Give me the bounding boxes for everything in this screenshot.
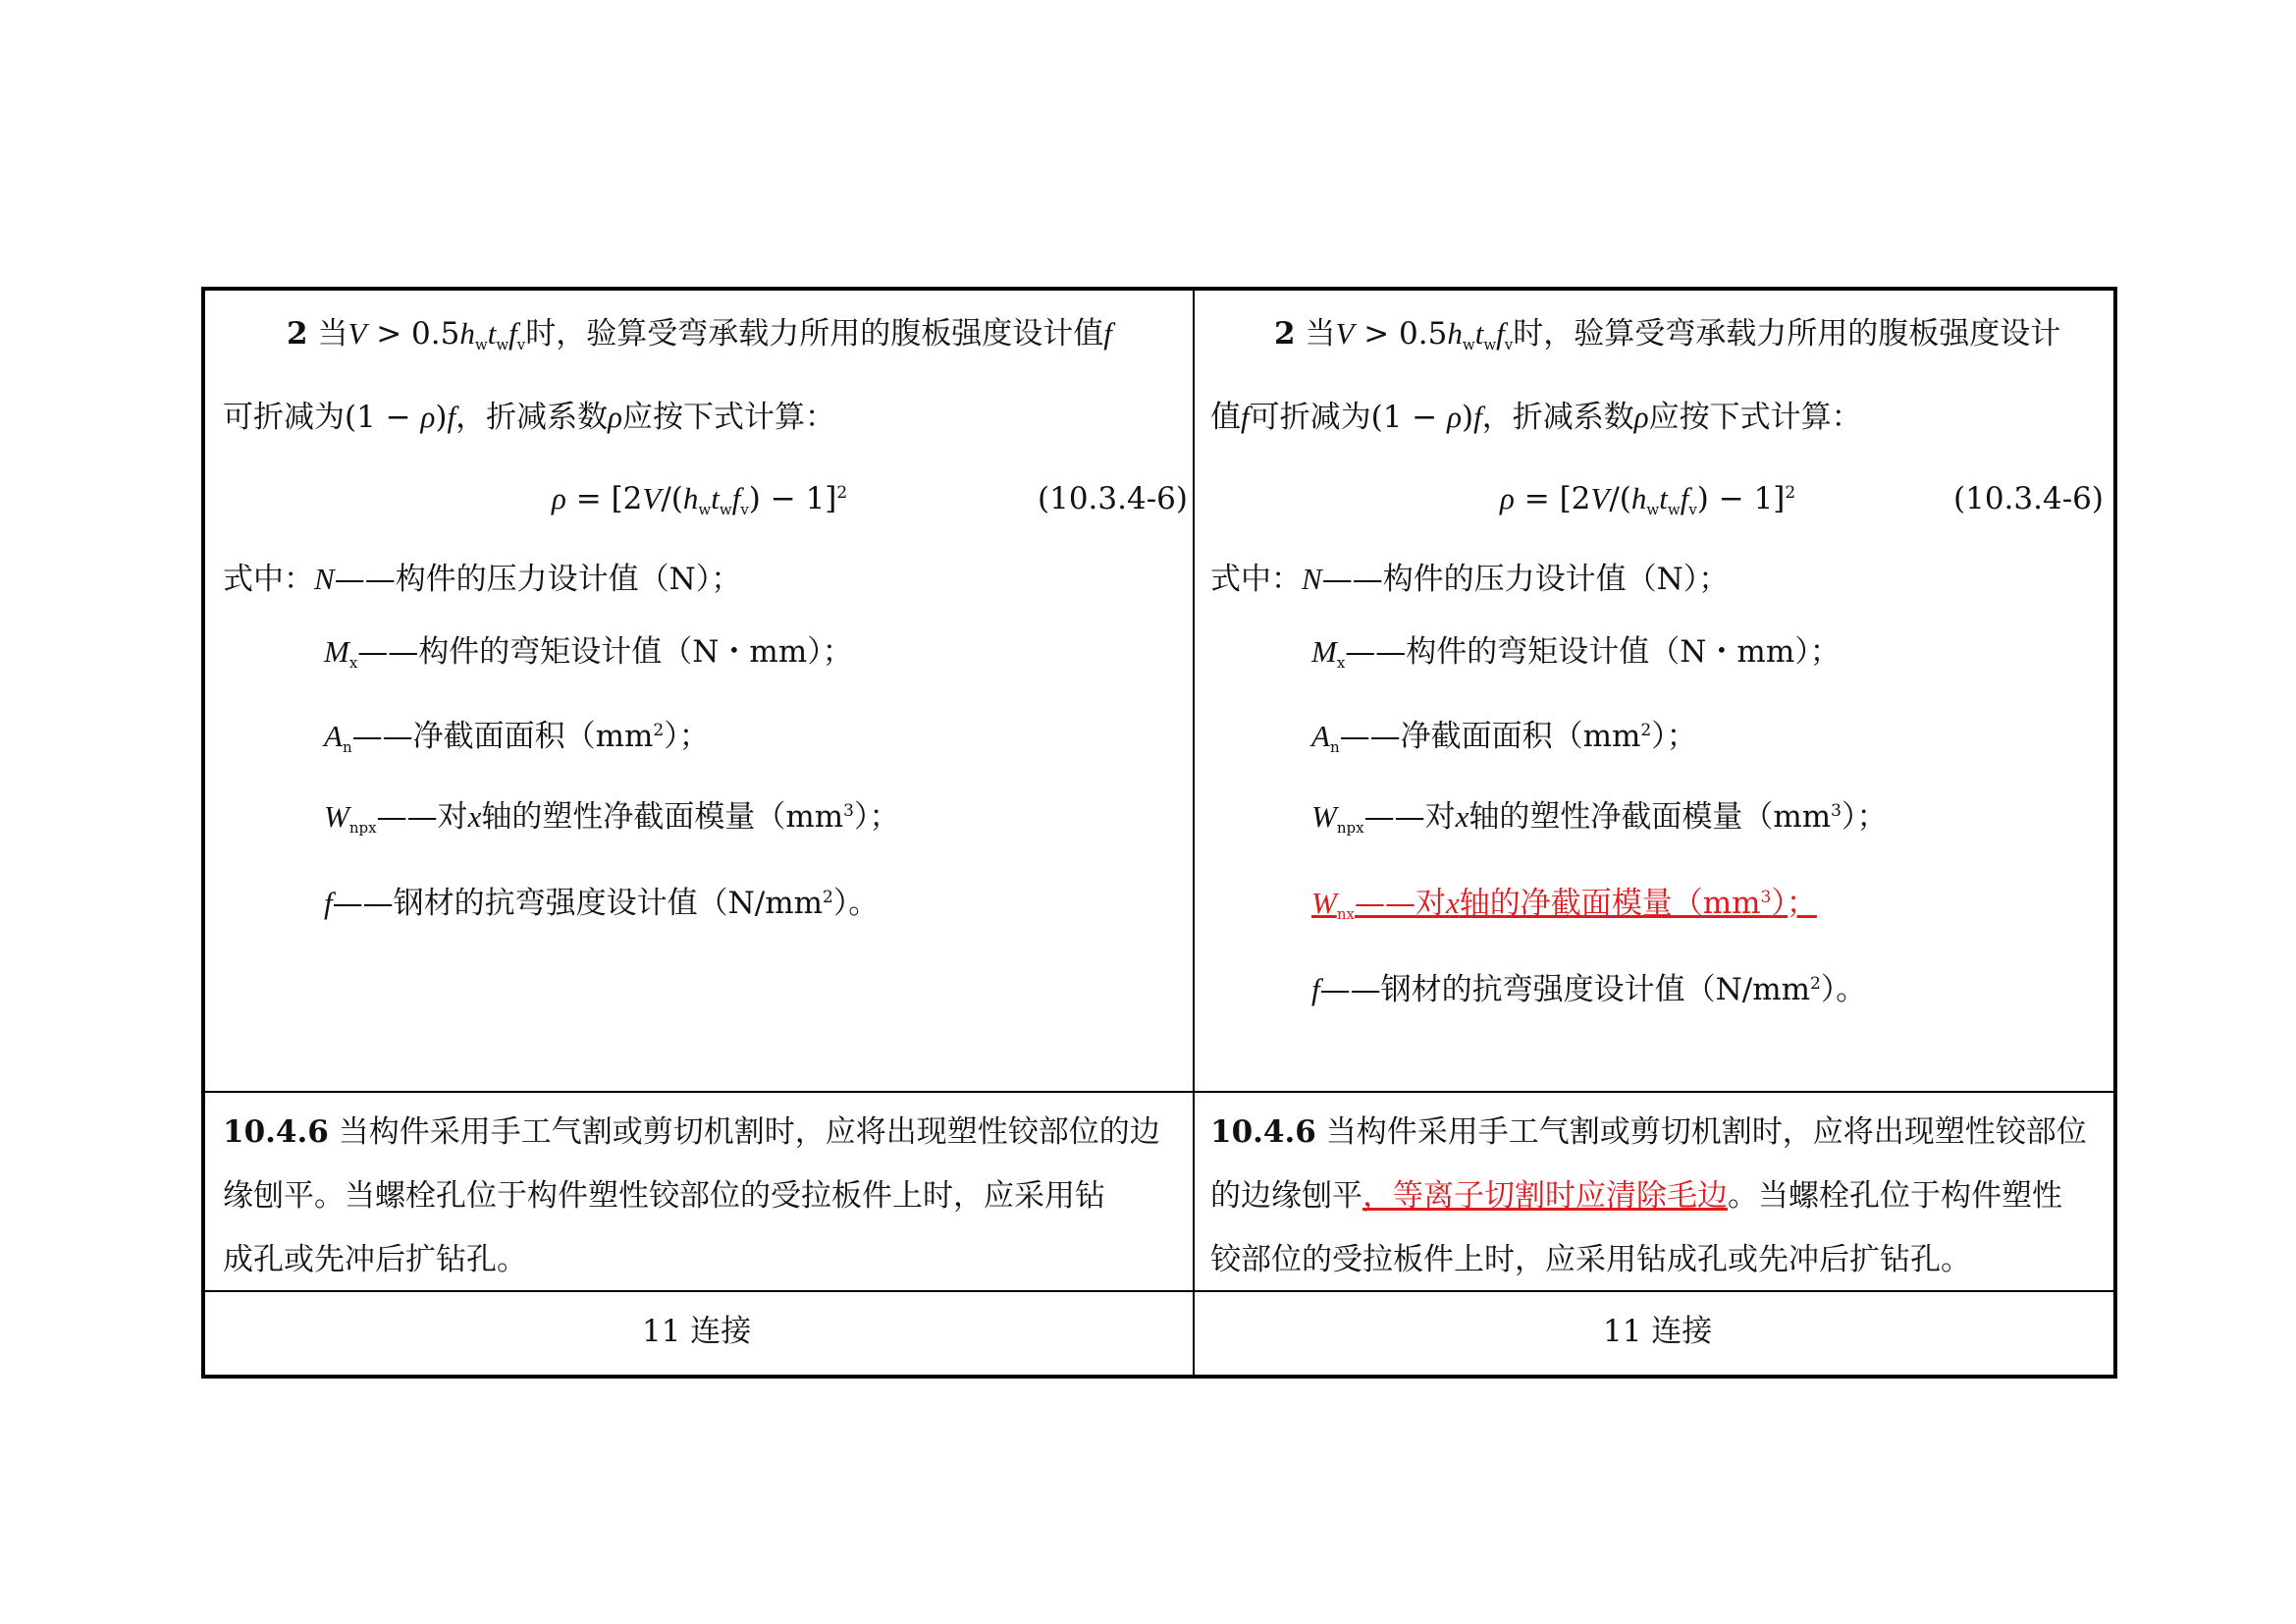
inserted-text: ，等离子切割时应清除毛边 bbox=[1362, 1178, 1728, 1214]
right-formula-cell bbox=[1210, 291, 2113, 1091]
clause-number: 10.4.6 bbox=[223, 1114, 329, 1150]
item-number: 2 bbox=[1274, 316, 1296, 352]
left-clause-cell bbox=[223, 1093, 1173, 1290]
left-equation: $\rho = [2V/(h_wt_wf_v) - 1]^2$ bbox=[552, 481, 848, 518]
right-def-An: $A_n——$净截面面积$(mm^2)$； bbox=[1311, 719, 1697, 756]
right-def-f: f——钢材的抗弯强度设计值$(N/mm^2)$。 bbox=[1311, 972, 1867, 1007]
clause-number: 10.4.6 bbox=[1210, 1114, 1316, 1150]
item-number: 2 bbox=[287, 316, 308, 352]
right-def-Wnpx: $W_{npx}——$对x轴的塑性净截面模量$(mm^3)$； bbox=[1311, 799, 1888, 837]
left-def-An: $A_n——$净截面面积$(mm^2)$； bbox=[324, 719, 710, 756]
left-section-cell bbox=[205, 1292, 1193, 1379]
left-formula-cell bbox=[223, 291, 1188, 1091]
equation-number: (10.3.4-6) bbox=[1038, 481, 1188, 516]
left-para2-line2: 可折减为(1 − ρ)f，折减系数ρ应按下式计算： bbox=[223, 400, 836, 435]
left-clause-line1: 10.4.6 当构件采用手工气割或剪切机割时，应将出现塑性铰部位的边 bbox=[223, 1114, 1160, 1150]
right-clause-line2: 的边缘刨平，等离子切割时应清除毛边。当螺栓孔位于构件塑性 bbox=[1210, 1178, 2062, 1214]
right-clause-cell bbox=[1210, 1093, 2113, 1290]
left-clause-line2: 缘刨平。当螺栓孔位于构件塑性铰部位的受拉板件上时，应采用钻 bbox=[223, 1178, 1105, 1214]
left-def-f: f——钢材的抗弯强度设计值$(N/mm^2)$。 bbox=[324, 886, 880, 921]
left-def-Mx: $M_x——$构件的弯矩设计值（N・mm）； bbox=[324, 634, 853, 672]
right-clause-line3: 铰部位的受拉板件上时，应采用钻成孔或先冲后扩钻孔。 bbox=[1210, 1242, 1971, 1277]
equation-number: (10.3.4-6) bbox=[1953, 481, 2104, 516]
left-def-N: 式中：N——构件的压力设计值（N）； bbox=[223, 562, 742, 597]
left-clause-line3: 成孔或先冲后扩钻孔。 bbox=[223, 1242, 527, 1277]
left-para2-line1: 2 当$V > 0.5h_wt_wf_v$时，验算受弯承载力所用的腹板强度设计值f bbox=[287, 316, 1112, 353]
comparison-table bbox=[201, 287, 2117, 1379]
right-section-heading: 11 连接 bbox=[1603, 1314, 1713, 1349]
right-def-N: 式中：N——构件的压力设计值（N）； bbox=[1210, 562, 1730, 597]
right-section-cell bbox=[1195, 1292, 2113, 1379]
left-section-heading: 11 连接 bbox=[642, 1314, 752, 1349]
left-def-Wnpx: $W_{npx}——$对x轴的塑性净截面模量$(mm^3)$； bbox=[324, 799, 900, 837]
column-divider bbox=[1193, 291, 1195, 1375]
right-clause-line1: 10.4.6 当构件采用手工气割或剪切机割时，应将出现塑性铰部位 bbox=[1210, 1114, 2087, 1150]
right-equation: $\rho = [2V/(h_wt_wf_v) - 1]^2$ bbox=[1500, 481, 1796, 518]
right-para2-line1: 2 当$V > 0.5h_wt_wf_v$时，验算受弯承载力所用的腹板强度设计 bbox=[1274, 316, 2061, 353]
right-def-Mx: $M_x——$构件的弯矩设计值（N・mm）； bbox=[1311, 634, 1841, 672]
right-def-Wnx-inserted: $W_{nx}——$对x轴的净截面模量$(mm^3)$； bbox=[1311, 886, 1817, 923]
right-para2-line2: 值f可折减为(1 − ρ)f，折减系数ρ应按下式计算： bbox=[1210, 400, 1862, 435]
